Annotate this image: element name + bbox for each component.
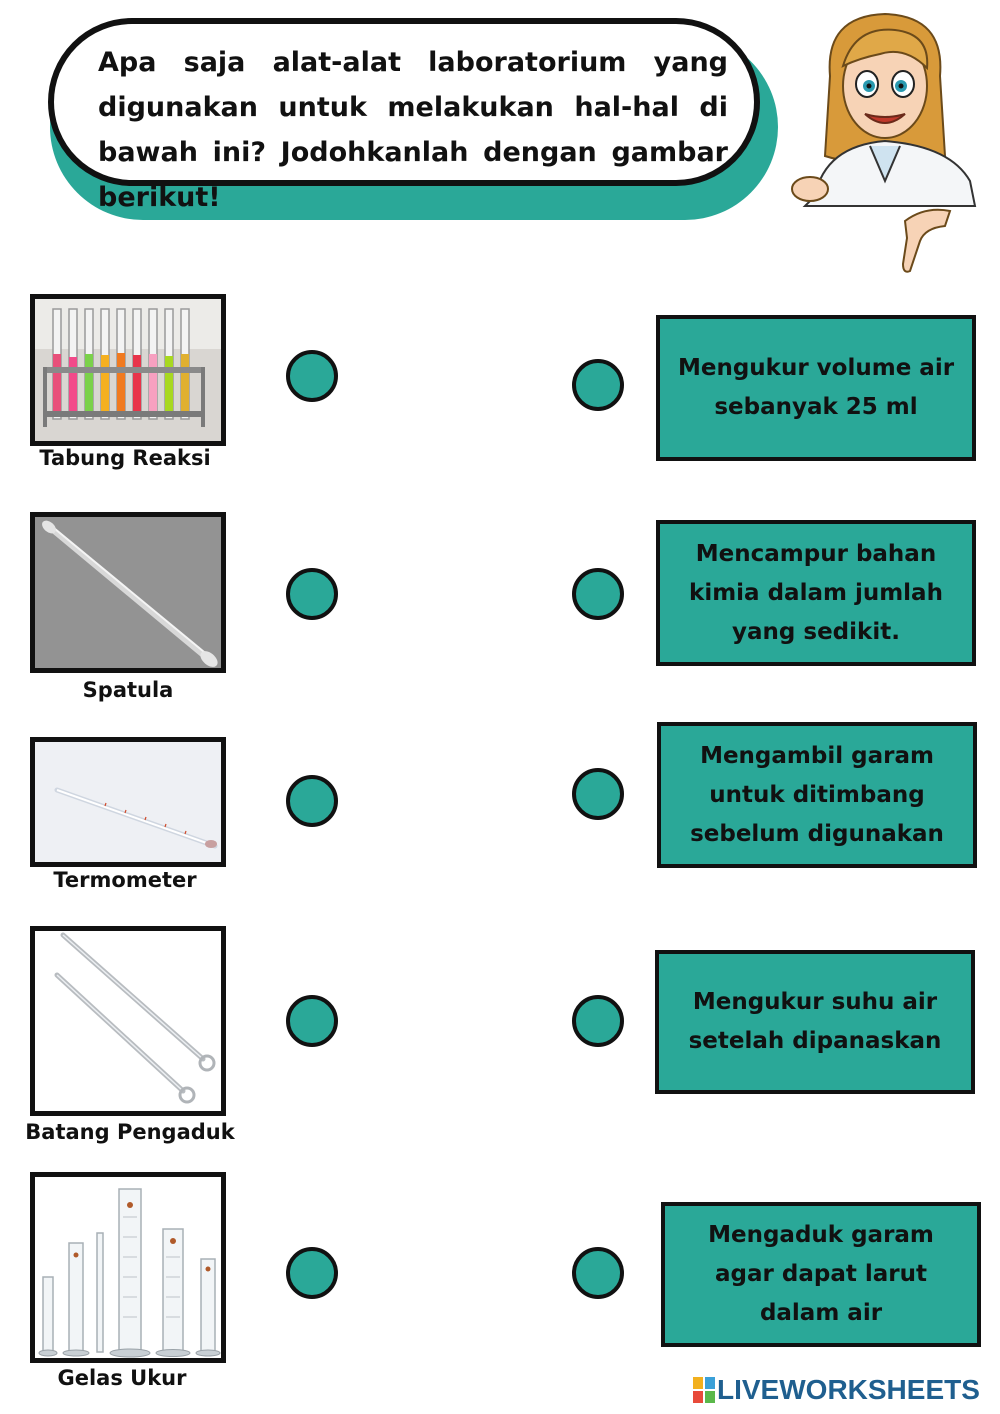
description-box-4 [655,950,975,1094]
left-match-dot-2[interactable] [286,568,338,620]
tool-label-tabung-reaksi: Tabung Reaksi [39,446,211,470]
teacher-illustration [785,6,985,276]
description-text-4: Mengukur suhu air setelah dipanaskan [688,989,942,1054]
right-match-dot-1[interactable] [572,359,624,411]
description-text-1: Mengukur volume air sebanyak 25 ml [677,355,955,420]
liveworksheets-brand-name: LIVEWORKSHEETS [717,1374,980,1405]
right-match-dot-4[interactable] [572,995,624,1047]
test-tube-image [30,294,226,446]
right-match-dot-5[interactable] [572,1247,624,1299]
right-match-dot-2[interactable] [572,568,624,620]
description-box-2 [656,520,976,666]
description-text-5: Mengaduk garam agar dapat larut dalam air [708,1222,934,1326]
tool-label-spatula: Spatula [82,678,174,702]
description-box-5 [661,1202,981,1347]
description-box-3 [657,722,977,868]
description-box-1 [656,315,976,461]
tool-label-gelas-ukur: Gelas Ukur [57,1366,187,1390]
liveworksheets-brand [693,1375,980,1405]
description-text-2: Mencampur bahan kimia dalam jumlah yang sedikit. [689,540,943,645]
left-match-dot-4[interactable] [286,995,338,1047]
thermometer-image [30,737,226,867]
tool-label-termometer: Termometer [53,868,197,892]
tool-label-batang-pengaduk: Batang Pengaduk [25,1120,235,1144]
liveworksheets-logo-icon [693,1377,715,1403]
measuring-cylinder-image [30,1172,226,1363]
spatula-image [30,512,226,673]
left-match-dot-5[interactable] [286,1247,338,1299]
instruction-text: Apa saja alat-alat laboratorium yang digunakan untuk melakukan hal-hal di bawah ini? Jodohkanlah dengan gambar berikut! [98,47,728,213]
left-match-dot-1[interactable] [286,350,338,402]
left-match-dot-3[interactable] [286,775,338,827]
description-text-3: Mengambil garam untuk ditimbang sebelum digunakan [690,742,944,847]
stirring-rod-image [30,926,226,1116]
right-match-dot-3[interactable] [572,768,624,820]
